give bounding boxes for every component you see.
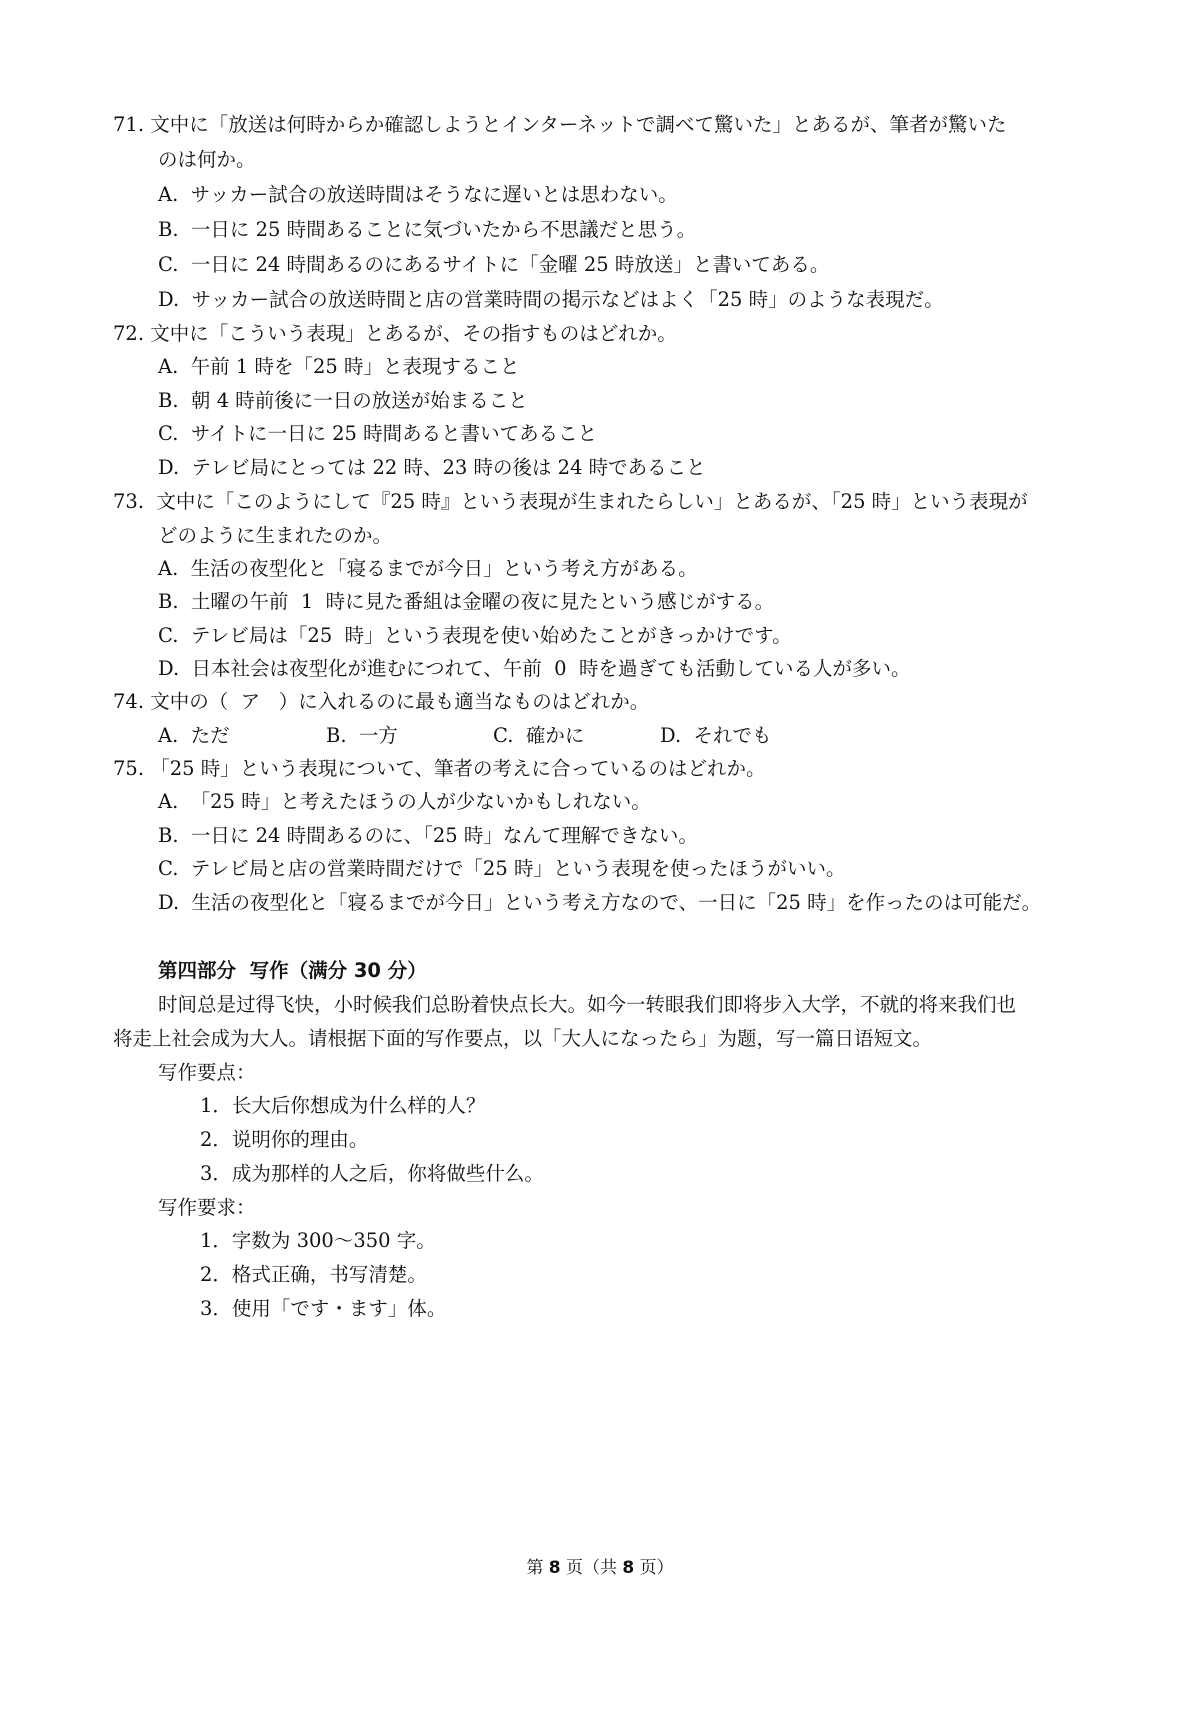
writing-requirement-3: 3．使用「です・ます」体。 [200,1297,447,1320]
question-74-option-b: B. 一方 [326,724,398,747]
question-72-option-a: A. 午前 1 時を「25 時」と表現すること [158,355,520,378]
question-73-option-b: B. 土曜の午前 1 時に見た番組は金曜の夜に見たという感じがする。 [158,590,775,613]
footer-prefix: 第 [526,1558,544,1578]
footer-page-number: 8 [548,1558,561,1578]
question-73-option-d: D. 日本社会は夜型化が進むにつれて、午前 0 時を過ぎても活動している人が多い。 [158,657,911,680]
question-71-option-a: A. サッカー試合の放送時間はそうなに遅いとは思わない。 [158,183,678,206]
writing-point-3: 3．成为那样的人之后，你将做些什么。 [200,1162,544,1185]
question-73-stem: 73. 文中に「このようにして『25 時』という表現が生まれたらしい」とあるが、「25 時」という表現が [113,490,1028,513]
question-74-option-d: D. それでも [660,724,772,747]
question-75-option-a: A. 「25 時」と考えたほうの人が少ないかもしれない。 [158,790,651,813]
footer-suffix: 页） [639,1558,674,1578]
question-72-option-d: D. テレビ局にとっては 22 時、23 時の後は 24 時であること [158,456,706,479]
question-72-stem: 72. 文中に「こういう表現」とあるが、その指すものはどれか。 [113,322,677,345]
footer-mid: 页（共 [566,1558,617,1578]
writing-points-label: 写作要点： [158,1061,256,1084]
question-75-stem: 75. 「25 時」という表現について、筆者の考えに合っているのはどれか。 [113,757,766,780]
question-71-option-b: B. 一日に 25 時間あることに気づいたから不思議だと思う。 [158,218,697,241]
question-75-option-d: D. 生活の夜型化と「寝るまでが今日」という考え方なので、一日に「25 時」を作ったのは可能だ。 [158,891,1042,914]
question-73-stem-cont: どのように生まれたのか。 [158,524,393,547]
writing-requirement-1: 1．字数为 300～350 字。 [200,1229,436,1252]
question-73-option-a: A. 生活の夜型化と「寝るまでが今日」という考え方がある。 [158,557,698,580]
writing-prompt-line-2: 将走上社会成为大人。请根据下面的写作要点，以「大人になったら」为题，写一篇日语短文。 [113,1027,933,1050]
question-72-option-b: B. 朝 4 時前後に一日の放送が始まること [158,389,528,412]
page-footer [0,1560,1200,1577]
writing-prompt-line-1: 时间总是过得飞快，小时候我们总盼着快点长大。如今一转眼我们即将步入大学，不就的将来我们也 [158,993,1017,1016]
question-71-stem: 71. 文中に「放送は何時からか確認しようとインターネットで調べて驚いた」とあるが、筆者が驚いた [113,113,1007,136]
writing-section-heading: 第四部分 写作（满分 30 分） [158,959,427,982]
footer-total-pages: 8 [622,1558,635,1578]
question-75-option-b: B. 一日に 24 時間あるのに、「25 時」なんて理解できない。 [158,824,698,847]
question-74-option-a: A. ただ [158,724,230,747]
question-75-option-c: C. テレビ局と店の営業時間だけで「25 時」という表現を使ったほうがいい。 [158,857,846,880]
writing-point-2: 2．说明你的理由。 [200,1128,369,1151]
question-71-stem-cont: のは何か。 [158,148,256,171]
writing-requirements-label: 写作要求： [158,1196,256,1219]
question-74-option-c: C. 確かに [493,724,585,747]
question-73-option-c: C. テレビ局は「25 時」という表現を使い始めたことがきっかけです。 [158,624,792,647]
writing-requirement-2: 2．格式正确，书写清楚。 [200,1263,427,1286]
question-74-stem: 74. 文中の（ ア ）に入れるのに最も適当なものはどれか。 [113,690,650,713]
question-71-option-c: C. 一日に 24 時間あるのにあるサイトに「金曜 25 時放送」と書いてある。 [158,253,830,276]
writing-point-1: 1．长大后你想成为什么样的人？ [200,1094,486,1117]
question-71-option-d: D. サッカー試合の放送時間と店の営業時間の掲示などはよく「25 時」のような表現だ。 [158,288,944,311]
question-72-option-c: C. サイトに一日に 25 時間あると書いてあること [158,422,598,445]
